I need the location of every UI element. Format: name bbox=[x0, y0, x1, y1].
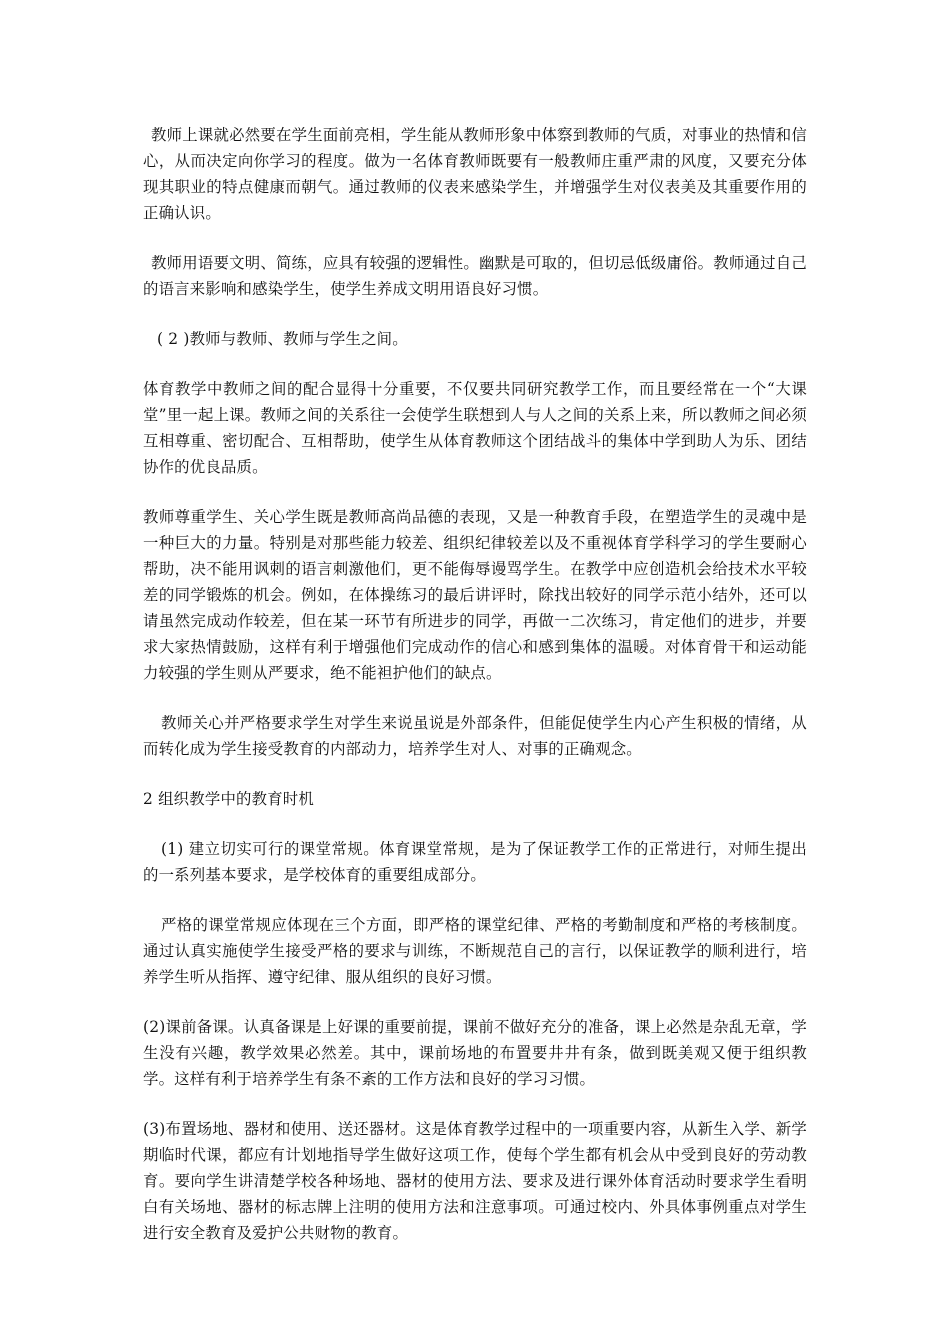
paragraph-care-students: 教师关心并严格要求学生对学生来说虽说是外部条件，但能促使学生内心产生积极的情绪，从而转化成为学生接受教育的内部动力，培养学生对人、对事的正确观念。 bbox=[143, 714, 807, 758]
paragraph-classroom-rules: (1) 建立切实可行的课堂常规。体育课堂常规，是为了保证教学工作的正常进行，对师生提出的一系列基本要求，是学校体育的重要组成部分。 bbox=[143, 840, 807, 884]
paragraph-teacher-appearance: 教师上课就必然要在学生面前亮相，学生能从教师形象中体察到教师的气质，对事业的热情和信心，从而决定向你学习的程度。做为一名体育教师既要有一般教师庄重严肃的风度，又要充分体现其职业的特点健康而朝气。通过教师的仪表来感染学生，并增强学生对仪表美及其重要作用的正确认识。 bbox=[143, 126, 807, 222]
document-body bbox=[143, 122, 807, 1270]
paragraph-equipment: (3)布置场地、器材和使用、送还器材。这是体育教学过程中的一项重要内容，从新生入学、新学期临时代课，都应有计划地指导学生做好这项工作，使每个学生都有机会从中受到良好的劳动教育。要向学生讲清楚学校各种场地、器材的使用方法、要求及进行课外体育活动时要求学生看明白有关场地、器材的标志牌上注明的使用方法和注意事项。可通过校内、外具体事例重点对学生进行安全教育及爱护公共财物的教育。 bbox=[143, 1120, 807, 1242]
subheading-teacher-relations: ( 2 )教师与教师、教师与学生之间。 bbox=[157, 330, 408, 348]
section-heading-organization: 2 组织教学中的教育时机 bbox=[143, 790, 314, 808]
paragraph-respect-students: 教师尊重学生、关心学生既是教师高尚品德的表现，又是一种教育手段，在塑造学生的灵魂中是一种巨大的力量。特别是对那些能力较差、组织纪律较差以及不重视体育学科学习的学生要耐心帮助，决不能用讽刺的语言刺激他们，更不能侮辱谩骂学生。在教学中应创造机会给技术水平较差的同学锻炼的机会。例如，在体操练习的最后讲评时，除找出较好的同学示范小结外，还可以请虽然完成动作较差，但在某一环节有所进步的同学，再做一二次练习，肯定他们的进步，并要求大家热情鼓励，这样有利于增强他们完成动作的信心和感到集体的温暖。对体育骨干和运动能力较强的学生则从严要求，绝不能袒护他们的缺点。 bbox=[143, 508, 807, 682]
paragraph-teacher-cooperation: 体育教学中教师之间的配合显得十分重要，不仅要共同研究教学工作，而且要经常在一个“大课堂”里一起上课。教师之间的关系往一会使学生联想到人与人之间的关系上来，所以教师之间必须互相尊重、密切配合、互相帮助，使学生从体育教师这个团结战斗的集体中学到助人为乐、团结协作的优良品质。 bbox=[143, 380, 807, 476]
paragraph-lesson-prep: (2)课前备课。认真备课是上好课的重要前提，课前不做好充分的准备，课上必然是杂乱无章，学生没有兴趣，教学效果必然差。其中，课前场地的布置要井井有条，做到既美观又便于组织教学。这样有利于培养学生有条不紊的工作方法和良好的学习习惯。 bbox=[143, 1018, 807, 1088]
paragraph-strict-rules: 严格的课堂常规应体现在三个方面，即严格的课堂纪律、严格的考勤制度和严格的考核制度。通过认真实施使学生接受严格的要求与训练，不断规范自己的言行，以保证教学的顺利进行，培养学生听从指挥、遵守纪律、服从组织的良好习惯。 bbox=[143, 916, 807, 986]
paragraph-teacher-language: 教师用语要文明、简练，应具有较强的逻辑性。幽默是可取的，但切忌低级庸俗。教师通过自己的语言来影响和感染学生，使学生养成文明用语良好习惯。 bbox=[143, 254, 807, 298]
